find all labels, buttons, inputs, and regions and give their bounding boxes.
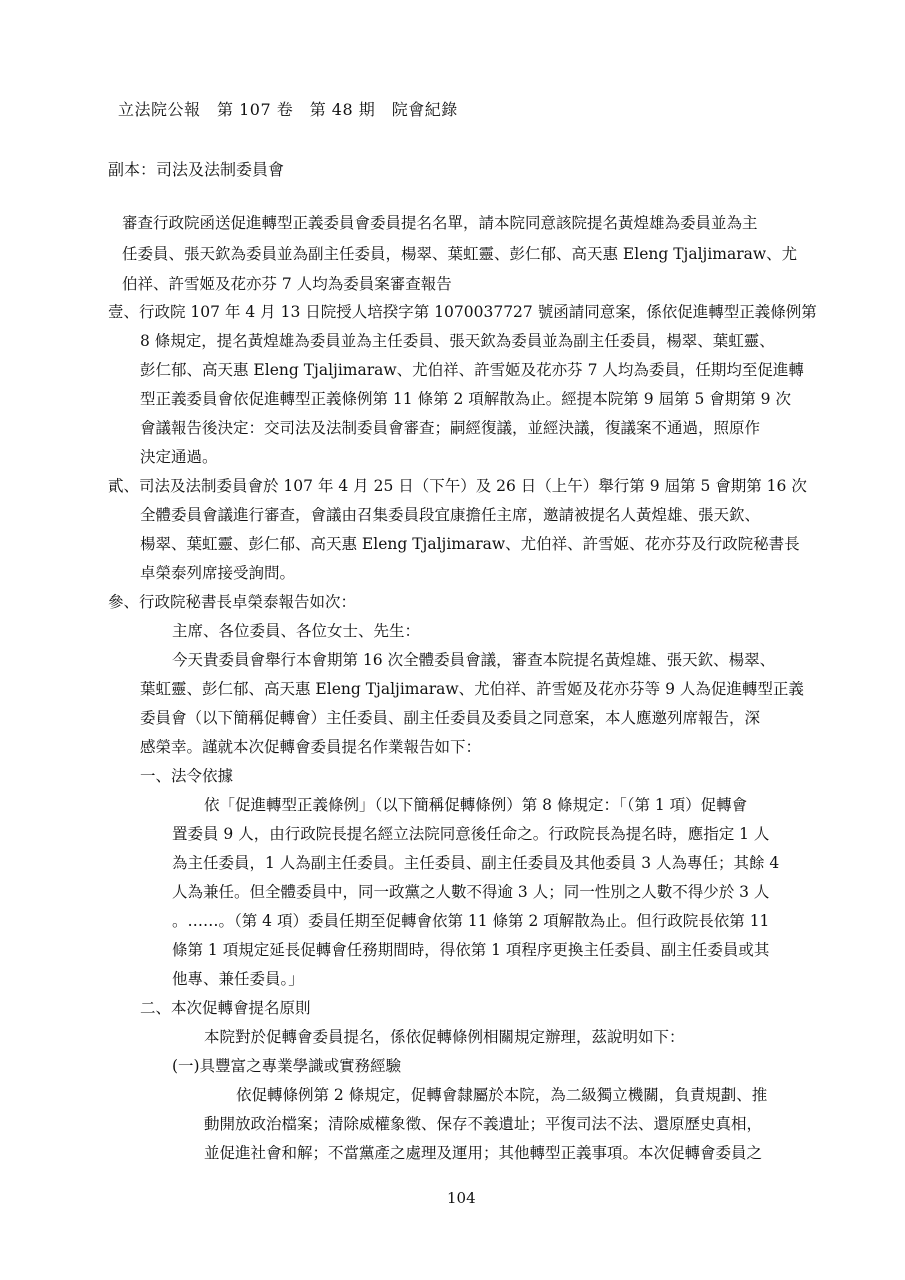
section-2-line: 卓榮泰列席接受詢問。 [140, 564, 296, 582]
section-3-line: 葉虹靈、彭仁郁、高天惠 Eleng Tjaljimaraw、尤伯祥、許雪姬及花亦芬等 9 人為促進轉型正義 [140, 680, 804, 698]
copy-to-line: 副本：司法及法制委員會 [108, 160, 285, 179]
principles-intro: 本院對於促轉會委員提名，係依促轉條例相關規定辦理，茲說明如下： [204, 1028, 685, 1046]
greeting: 主席、各位委員、各位女士、先生： [172, 622, 421, 640]
legal-basis-line: 條第 1 項規定延長促轉會任務期間時，得依第 1 項程序更換主任委員、副主任委員或其 [172, 941, 770, 959]
section-1-line: 會議報告後決定：交司法及法制委員會審查；嗣經復議，並經決議，復議案不通過，照原作 [140, 419, 761, 437]
title-line: 任委員、張天欽為委員並為副主任委員，楊翠、葉虹靈、彭仁郁、高天惠 Eleng Tjaljimaraw、尤 [122, 245, 798, 263]
item-line: 依促轉條例第 2 條規定，促轉會隸屬於本院，為二級獨立機關，負責規劃、推 [236, 1086, 768, 1104]
section-1-line: 8 條規定，提名黃煌雄為委員並為主任委員、張天欽為委員並為副主任委員，楊翠、葉虹靈、 [140, 332, 775, 350]
legal-basis-line: 人為兼任。但全體委員中，同一政黨之人數不得逾 3 人；同一性別之人數不得少於 3 人 [172, 883, 770, 901]
gazette-header: 立法院公報 第 107 卷 第 48 期 院會紀錄 [118, 100, 458, 119]
section-1-line: 壹、行政院 107 年 4 月 13 日院授人培揆字第 1070037727 號函請同意案，係依促進轉型正義條例第 [108, 303, 817, 321]
subsection-heading: 一、法令依據 [140, 767, 234, 785]
title-line: 伯祥、許雪姬及花亦芬 7 人均為委員案審查報告 [122, 275, 452, 293]
section-1-line: 型正義委員會依促進轉型正義條例第 11 條第 2 項解散為止。經提本院第 9 屆第 5 會期第 9 次 [140, 390, 791, 408]
legal-basis-line: 為主任委員，1 人為副主任委員。主任委員、副主任委員及其他委員 3 人為專任；其餘 4 [172, 854, 780, 872]
section-3-heading: 參、行政院秘書長卓榮泰報告如次： [108, 593, 357, 611]
subsection-heading: 二、本次促轉會提名原則 [140, 999, 311, 1017]
section-3-line: 感榮幸。謹就本次促轉會委員提名作業報告如下： [140, 738, 482, 756]
legal-basis-line: 。……。（第 4 項）委員任期至促轉會依第 11 條第 2 項解散為止。但行政院長依第 11 [172, 912, 770, 930]
legal-basis-line: 依「促進轉型正義條例」（以下簡稱促轉條例）第 8 條規定：「（第 1 項）促轉會 [204, 796, 748, 814]
item-line: 動開放政治檔案；清除威權象徵、保存不義遺址；平復司法不法、還原歷史真相， [204, 1115, 763, 1133]
section-1-line: 決定通過。 [140, 448, 218, 466]
section-3-line: 委員會（以下簡稱促轉會）主任委員、副主任委員及委員之同意案，本人應邀列席報告，深 [140, 709, 761, 727]
page-number: 104 [447, 1189, 476, 1207]
legal-basis-line: 置委員 9 人，由行政院長提名經立法院同意後任命之。行政院長為提名時，應指定 1 人 [172, 825, 770, 843]
section-2-line: 楊翠、葉虹靈、彭仁郁、高天惠 Eleng Tjaljimaraw、尤伯祥、許雪姬、花亦芬及行政院秘書長 [140, 535, 800, 553]
item-line: 並促進社會和解；不當黨產之處理及運用；其他轉型正義事項。本次促轉會委員之 [204, 1144, 763, 1162]
legal-basis-line: 他專、兼任委員。」 [172, 970, 304, 988]
section-2-line: 全體委員會議進行審查，會議由召集委員段宜康擔任主席，邀請被提名人黃煌雄、張天欽、 [140, 506, 761, 524]
item-heading: (一)具豐富之專業學識或實務經驗 [172, 1057, 402, 1075]
title-line: 審查行政院函送促進轉型正義委員會委員提名名單，請本院同意該院提名黃煌雄為委員並為主 [122, 214, 758, 232]
section-2-line: 貳、司法及法制委員會於 107 年 4 月 25 日（下午）及 26 日（上午）舉行第 9 屆第 5 會期第 16 次 [108, 477, 807, 495]
section-3-line: 今天貴委員會舉行本會期第 16 次全體委員會議，審查本院提名黃煌雄、張天欽、楊翠、 [172, 651, 776, 669]
section-1-line: 彭仁郁、高天惠 Eleng Tjaljimaraw、尤伯祥、許雪姬及花亦芬 7 人均為委員，任期均至促進轉 [140, 361, 804, 379]
